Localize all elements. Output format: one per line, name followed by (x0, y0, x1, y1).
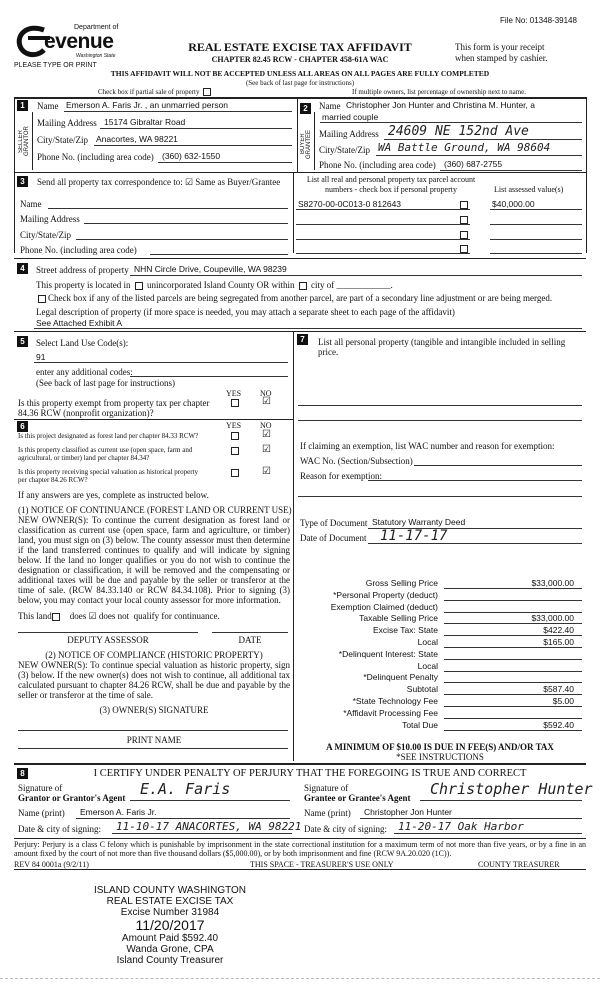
section-8-number: 8 (17, 768, 28, 779)
grantee-sig-label-2: Grantee or Grantee's Agent (304, 793, 411, 803)
current-use-yes-checkbox[interactable] (231, 447, 239, 455)
s5-no-header: NO (260, 389, 272, 398)
grantee-date-label: Date & city of signing: (304, 824, 387, 834)
unincorporated-checkbox[interactable] (135, 282, 143, 290)
wac-label: WAC No. (Section/Subsection) (300, 456, 413, 466)
calc-row-value[interactable]: $33,000.00 (531, 613, 574, 623)
page-edge (0, 978, 600, 989)
buyer-mail[interactable]: 24609 NE 152nd Ave (388, 124, 529, 139)
buyer-phone-label: Phone No. (including area code) (319, 160, 436, 170)
land-use-code[interactable]: 91 (36, 352, 46, 362)
section-7-number: 7 (297, 334, 308, 345)
form-title: REAL ESTATE EXCISE TAX AFFIDAVIT (188, 40, 412, 54)
partial-sale-checkbox[interactable] (203, 88, 211, 96)
owner-signature-label: (3) OWNER(S) SIGNATURE (99, 705, 209, 715)
historic-no-checkbox[interactable]: ☑ (262, 466, 271, 477)
exemption-reason-label: Reason for exemption: (300, 471, 382, 481)
current-use-question-1: Is this property classified as current use (open space, farm and (18, 446, 193, 454)
forest-yes-checkbox[interactable] (231, 432, 239, 440)
assessed-heading: List assessed value(s) (494, 185, 564, 194)
buyer-mail-label: Mailing Address (319, 129, 379, 139)
within-city-checkbox[interactable] (299, 282, 307, 290)
calc-row-label: Local (417, 661, 438, 671)
stamp-line-1: ISLAND COUNTY WASHINGTON (93, 885, 247, 896)
section-3-number: 3 (17, 176, 28, 187)
historic-question-1: Is this property receiving special valuation as historical property (18, 468, 199, 476)
personal-property-heading: List all personal property (tangible and intangible included in selling price. (318, 337, 566, 357)
s6-no-header: NO (260, 421, 272, 430)
forest-no-checkbox[interactable]: ☑ (262, 429, 271, 440)
historic-yes-checkbox[interactable] (231, 469, 239, 477)
grantor-date-city[interactable]: 11-10-17 ANACORTES, WA 98221 (116, 820, 302, 833)
additional-codes-label: enter any additional codes: (36, 367, 133, 377)
located-in: This property is located in unincorporated Island County OR within city of ____________. (36, 280, 393, 290)
corr-name-label: Name (20, 199, 42, 209)
buyer-city-label: City/State/Zip (319, 145, 370, 155)
calc-row-label: Taxable Selling Price (359, 613, 438, 623)
grantor-print-label: Name (print) (18, 808, 65, 818)
street-label: Street address of property (36, 265, 129, 275)
seller-mail-label: Mailing Address (37, 118, 97, 128)
parcel-personal-checkbox-3[interactable] (460, 231, 468, 239)
s5-yes-header: YES (226, 389, 242, 398)
grantor-sig-label-1: Signature of (18, 783, 63, 793)
calc-row-value[interactable]: $587.40 (543, 684, 574, 694)
calc-row-label: Total Due (402, 720, 438, 730)
calc-row-label: *Delinquent Interest: State (338, 649, 438, 659)
land-use-see-back: (See back of last page for instructions) (36, 378, 175, 388)
forest-question: Is this project designated as forest land per chapter 84.33 RCW? (18, 432, 199, 440)
deputy-date-label: DATE (238, 635, 262, 645)
same-as-buyer-checkbox[interactable]: ☑ (184, 177, 194, 187)
treasurer-space: THIS SPACE - TREASURER'S USE ONLY (250, 860, 394, 869)
s6-yes-header: YES (226, 421, 242, 430)
dept-state: Washington State (76, 53, 116, 59)
grantee-sig-label-1: Signature of (304, 783, 349, 793)
seller-phone[interactable]: (360) 632-1550 (162, 151, 221, 161)
deputy-assessor-label: DEPUTY ASSESSOR (67, 635, 149, 645)
grantee-date-city[interactable]: 11-20-17 Oak Harbor (398, 820, 524, 833)
notice-compliance-title: (2) NOTICE OF COMPLIANCE (HISTORIC PROPERTY) (45, 650, 263, 660)
logo-word: evenue (44, 30, 114, 53)
legal-description[interactable]: See Attached Exhibit A (36, 318, 123, 328)
grantor-date-label: Date & city of signing: (18, 824, 101, 834)
notice-continuance-body: NEW OWNER(S): To continue the current designation as forest land or classification as current use (open space, farm and agriculture, or timber) land, you must sign on (3) below. The county assessor must then determine if the land transferred continues to qualify and will indicate by signing below. If the land no longer qualifies or you do not wish to continue the designation or classification, it will be removed and the compensating or additional taxes will be due and payable by the seller or transferor at the time of sale. (RCW 84.33.140 or RCW 84.34.108). Prior to signing (3) below, you may contact your local county assessor for more information. (18, 515, 290, 605)
notice-compliance-body: NEW OWNER(S): To continue special valuation as historic property, sign (3) below. If the new owner(s) does not wish to continue, all additional tax calculated pursuant to chapter 84.26 RCW, shall be due and payable by the seller or transferor at the time of sale. (18, 660, 290, 700)
form-revision: REV 84 0001a (9/2/11) (14, 860, 89, 869)
calc-row-value[interactable]: $422.40 (543, 625, 574, 635)
calc-row-label: Gross Selling Price (365, 578, 438, 588)
section-2-number: 2 (300, 103, 311, 114)
does-not-checkbox[interactable]: ☑ (88, 611, 97, 621)
grantee-print-label: Name (print) (304, 808, 351, 818)
calc-row-underline (444, 588, 582, 589)
buyer-name-label: Name (319, 101, 341, 111)
calc-row-underline (444, 659, 582, 660)
exempt-question-2: 84.36 RCW (nonprofit organization)? (18, 408, 154, 418)
dept-line: Department of (74, 24, 119, 31)
buyer-side-label: BUYER GRANTEE (300, 129, 312, 159)
calc-row-label: Excise Tax: State (372, 625, 438, 635)
seller-side-label: SELLER GRANTOR (18, 126, 30, 156)
calc-row-underline (444, 718, 582, 719)
see-instructions-note: *SEE INSTRUCTIONS (396, 752, 484, 762)
send-tax-correspondence: Send all property tax correspondence to: ☑ Same as Buyer/Grantee (37, 177, 281, 187)
buyer-name-line2[interactable]: married couple (322, 112, 379, 122)
seller-city[interactable]: Anacortes, WA 98221 (96, 134, 178, 144)
parcel-heading-2: numbers - check box if personal property (325, 185, 457, 194)
doc-date[interactable]: 11-17-17 (380, 528, 448, 544)
calc-row-underline (444, 730, 582, 731)
stamp-line-4: 11/20/2017 (135, 917, 205, 933)
segregated-checkbox[interactable] (38, 295, 46, 303)
minimum-fee-note: A MINIMUM OF $10.00 IS DUE IN FEE(S) AND/OR TAX (326, 742, 554, 752)
receipt-note-2: when stamped by cashier. (455, 53, 548, 63)
calc-row-label: *Delinquent Penalty (363, 672, 438, 682)
see-back-note: (See back of last page for instructions) (245, 79, 355, 87)
current-use-no-checkbox[interactable]: ☑ (262, 444, 271, 455)
calc-row-value[interactable]: $165.00 (543, 637, 574, 647)
if-any-yes: If any answers are yes, complete as instructed below. (18, 490, 209, 500)
section-1-number: 1 (17, 100, 28, 111)
calc-row-underline (444, 671, 582, 672)
stamp-line-6: Wanda Grone, CPA (126, 944, 214, 955)
receipt-note-1: This form is your receipt (455, 42, 545, 52)
section-4-number: 4 (17, 263, 28, 274)
calc-row-label: *Affidavit Processing Fee (343, 708, 438, 718)
calc-row-label: Local (417, 637, 438, 647)
not-accepted-warning: THIS AFFIDAVIT WILL NOT BE ACCEPTED UNLESS ALL AREAS ON ALL PAGES ARE FULLY COMPLETED (110, 69, 490, 78)
calc-row-underline (444, 706, 582, 707)
perjury-certification: I CERTIFY UNDER PENALTY OF PERJURY THAT THE FOREGOING IS TRUE AND CORRECT (93, 768, 527, 779)
historic-question-2: per chapter 84.26 RCW? (18, 476, 88, 484)
seller-phone-label: Phone No. (including area code) (37, 152, 154, 162)
calc-row-label: Exemption Claimed (deduct) (330, 602, 438, 612)
exempt-question-1: Is this property exempt from property tax per chapter (18, 398, 210, 408)
please-type: PLEASE TYPE OR PRINT (14, 62, 97, 69)
corr-mail-label: Mailing Address (20, 214, 80, 224)
print-name-label: PRINT NAME (126, 735, 182, 745)
notice-continuance-title: (1) NOTICE OF CONTINUANCE (FOREST LAND OR CURRENT USE) (18, 505, 292, 515)
calc-row-value[interactable]: $33,000.00 (531, 578, 574, 588)
partial-sale-label: Check box if partial sale of property (98, 88, 213, 96)
stamp-line-7: Island County Treasurer (116, 955, 224, 966)
segregated-note: Check box if any of the listed parcels are being segregated from another parcel, are part of a secondary line adjustment or are being merged. (36, 293, 552, 303)
parcel-personal-checkbox-1[interactable] (460, 201, 468, 209)
corr-phone-label: Phone No. (including area code) (20, 245, 137, 255)
doc-type[interactable]: Statutory Warranty Deed (372, 517, 466, 527)
county-treasurer-label: COUNTY TREASURER (478, 860, 560, 869)
assessed-value[interactable]: $40,000.00 (492, 199, 535, 209)
doc-type-label: Type of Document (300, 518, 368, 528)
exemption-claim-note: If claiming an exemption, list WAC number and reason for exemption: (300, 441, 555, 451)
doc-date-label: Date of Document (300, 533, 367, 543)
dor-logo (14, 22, 124, 64)
buyer-phone[interactable]: (360) 687-2755 (444, 159, 503, 169)
calc-row-underline (444, 623, 582, 624)
does-checkbox[interactable] (52, 613, 60, 621)
calc-row-label: *State Technology Fee (352, 696, 438, 706)
legal-description-label: Legal description of property (if more space is needed, you may attach a separate sheet to each page of the affidavit) (36, 307, 455, 317)
corr-city-label: City/State/Zip (20, 230, 71, 240)
calc-row-underline (444, 635, 582, 636)
section-6-number: 6 (17, 421, 28, 432)
calc-row-underline (444, 600, 582, 601)
treasurer-stamp (70, 885, 270, 966)
calc-row-underline (444, 694, 582, 695)
parcel-heading-1: List all real and personal property tax parcel account (306, 175, 476, 184)
grantee-signature[interactable]: Christopher Hunter (430, 780, 593, 798)
file-number: File No: 01348-39148 (500, 16, 577, 25)
exempt-no-checkbox[interactable]: ☑ (262, 396, 271, 407)
section-5-number: 5 (17, 336, 28, 347)
land-qualify-line: This land does ☑ does not qualify for continuance. (18, 611, 220, 621)
seller-name[interactable]: Emerson A. Faris Jr. , an unmarried person (66, 100, 229, 110)
grantor-sig-label-2: Grantor or Grantor's Agent (18, 793, 126, 803)
calc-row-underline (444, 682, 582, 683)
buyer-city[interactable]: WA Battle Ground, WA 98604 (378, 141, 551, 154)
calc-row-underline (444, 647, 582, 648)
land-use-label: Select Land Use Code(s): (36, 338, 129, 348)
current-use-question-2: agricultural, or timber) land per chapter 84.34? (18, 454, 150, 462)
perjury-statement: Perjury: Perjury is a class C felony which is punishable by imprisonment in the state correctional institution for a maximum term of not more than five years, or by a fine in an amount fixed by the court of not more than five thousand dollars ($5,000.00), or by both imprisonment and fine (RCW 9A.20.020 (1C)). (14, 840, 586, 858)
multiple-owners-note: If multiple owners, list percentage of ownership next to name. (352, 88, 526, 96)
parcel-number[interactable]: S8270-00-0C013-0 812643 (298, 199, 402, 209)
seller-city-label: City/State/Zip (37, 135, 88, 145)
grantee-print-name[interactable]: Christopher Jon Hunter (364, 807, 452, 817)
seller-name-label: Name (37, 101, 59, 111)
form-chapter: CHAPTER 82.45 RCW - CHAPTER 458-61A WAC (211, 55, 389, 64)
stamp-line-3: Excise Number 31984 (120, 907, 220, 918)
calc-row-label: *Personal Property (deduct) (333, 590, 438, 600)
parcel-personal-checkbox-4[interactable] (460, 245, 468, 253)
exempt-yes-checkbox[interactable] (231, 399, 239, 407)
grantor-print-name[interactable]: Emerson A. Faris Jr. (80, 807, 157, 817)
stamp-line-5: Amount Paid $592.40 (121, 933, 219, 944)
buyer-name-line1[interactable]: Christopher Jon Hunter and Christina M. Hunter, a (346, 100, 535, 110)
calc-row-label: Subtotal (406, 684, 438, 694)
seller-mail[interactable]: 15174 Gibraltar Road (104, 117, 186, 127)
parcel-personal-checkbox-2[interactable] (460, 216, 468, 224)
calc-row-value[interactable]: $592.40 (543, 720, 574, 730)
grantor-signature[interactable]: E.A. Faris (140, 780, 231, 798)
stamp-line-2: REAL ESTATE EXCISE TAX (106, 896, 234, 907)
calc-row-value[interactable]: $5.00 (552, 696, 574, 706)
street-address[interactable]: NHN Circle Drive, Coupeville, WA 98239 (134, 264, 287, 274)
